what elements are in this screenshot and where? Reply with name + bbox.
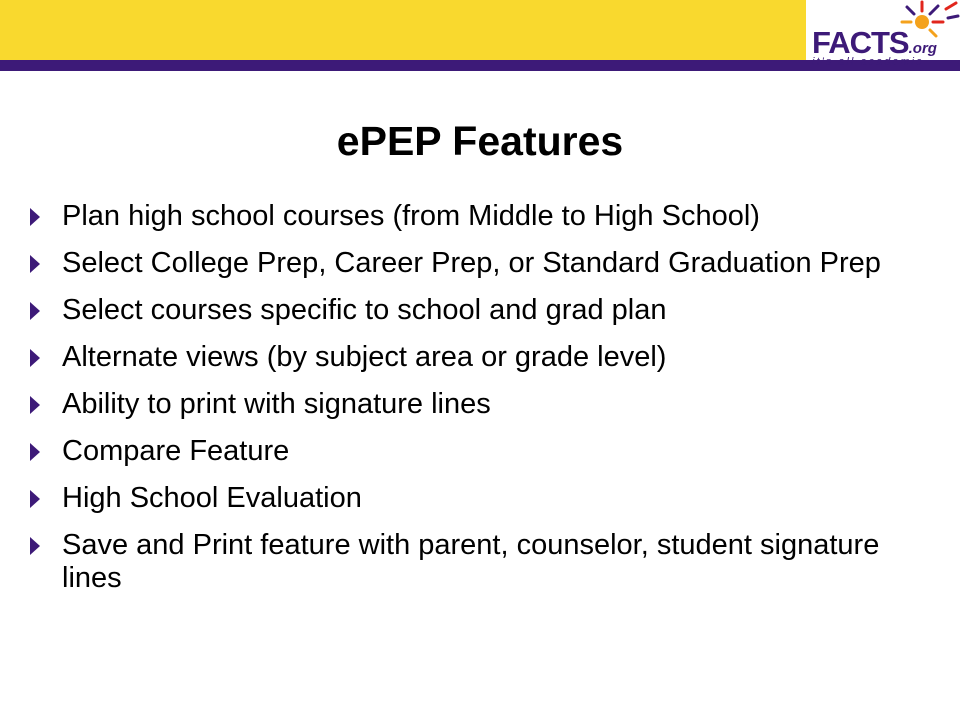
list-item-text: Compare Feature xyxy=(62,435,290,467)
list-item xyxy=(30,247,930,280)
list-item-text: Plan high school courses (from Middle to High School) xyxy=(62,200,760,232)
logo-suffix: .org xyxy=(908,40,937,57)
list-item xyxy=(30,529,930,595)
triangle-bullet-icon xyxy=(30,490,40,508)
list-item xyxy=(30,435,930,468)
feature-list xyxy=(30,200,930,609)
header-band xyxy=(0,0,806,60)
facts-logo xyxy=(806,0,960,60)
list-item-text: Ability to print with signature lines xyxy=(62,388,491,420)
list-item-text: Alternate views (by subject area or grade level) xyxy=(62,341,667,373)
triangle-bullet-icon xyxy=(30,537,40,555)
list-item xyxy=(30,388,930,421)
list-item xyxy=(30,200,930,233)
triangle-bullet-icon xyxy=(30,208,40,226)
list-item xyxy=(30,482,930,515)
slide-title: ePEP Features xyxy=(336,118,624,164)
list-item xyxy=(30,341,930,374)
triangle-bullet-icon xyxy=(30,255,40,273)
list-item xyxy=(30,294,930,327)
list-item-text: Select College Prep, Career Prep, or Standard Graduation Prep xyxy=(62,247,881,279)
triangle-bullet-icon xyxy=(30,302,40,320)
triangle-bullet-icon xyxy=(30,349,40,367)
triangle-bullet-icon xyxy=(30,443,40,461)
list-item-text: Select courses specific to school and grad plan xyxy=(62,294,667,326)
list-item-text: High School Evaluation xyxy=(62,482,362,514)
triangle-bullet-icon xyxy=(30,396,40,414)
logo-wordmark: FACTS.org xyxy=(812,25,937,60)
logo-tagline: it’s all academic xyxy=(812,56,924,68)
list-item-text: Save and Print feature with parent, counselor, student signature lines xyxy=(62,529,880,594)
